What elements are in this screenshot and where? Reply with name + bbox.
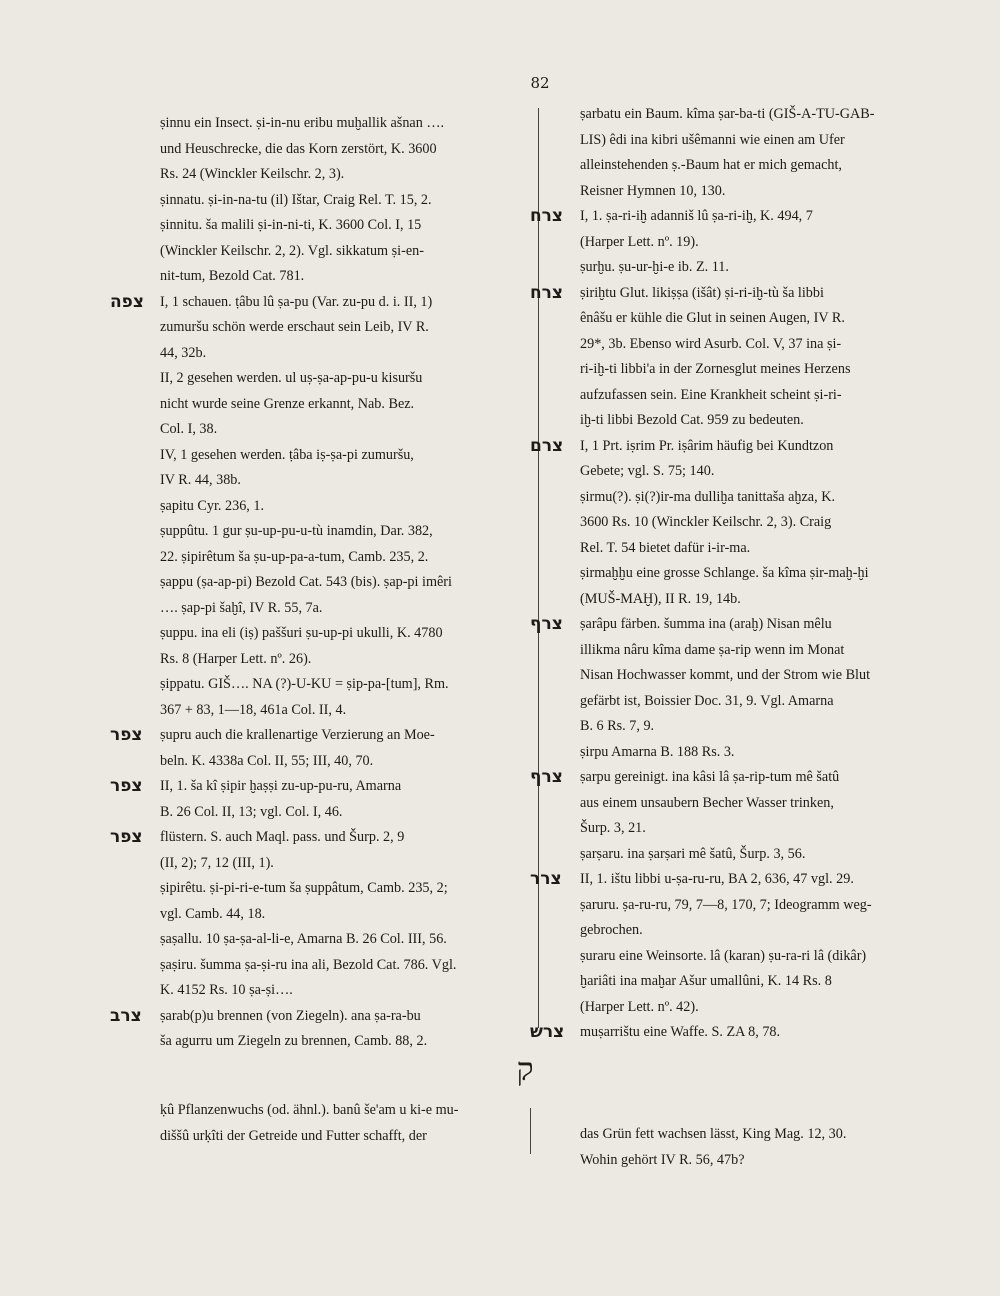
line-text: Gebete; vgl. S. 75; 140. — [580, 463, 715, 479]
text-line — [160, 468, 528, 494]
text-line — [580, 638, 960, 664]
section-letter: ק — [516, 1050, 534, 1088]
text-line — [160, 188, 528, 214]
line-text: ṣapitu Cyr. 236, 1. — [160, 497, 265, 514]
text-line — [530, 765, 960, 791]
line-text: Šurp. 3, 21. — [580, 820, 646, 836]
hebrew-root: צרב — [110, 1005, 142, 1026]
text-line — [580, 995, 960, 1021]
line-text: ṣarpu gereinigt. ina kâsi lâ ṣa-rip-tum mê šatû — [580, 769, 840, 785]
text-line — [580, 128, 960, 154]
line-text: LIS) êdi ina kibri ušêmanni wie einen am Ufer — [580, 131, 845, 148]
line-text: Rs. 24 (Winckler Keilschr. 2, 3). — [160, 166, 345, 182]
line-text: aufzufassen sein. Eine Krankheit scheint ṣi-ri- — [580, 386, 842, 403]
hebrew-root: צרף — [530, 767, 563, 787]
line-text: flüstern. S. auch Maql. pass. und Šurp. 2, 9 — [160, 829, 405, 845]
left-column — [110, 111, 528, 1055]
text-line — [580, 485, 960, 511]
text-line — [580, 714, 960, 740]
text-line — [160, 137, 528, 163]
line-text: Nisan Hochwasser kommt, und der Strom wie Blut — [580, 667, 871, 683]
line-text: B. 26 Col. II, 13; vgl. Col. I, 46. — [160, 803, 343, 820]
hebrew-root: צרח — [530, 206, 564, 226]
line-text: (Harper Lett. nº. 42). — [580, 998, 699, 1015]
line-text: ṣiriḫtu Glut. likiṣṣa (išât) ṣi-ri-iḫ-tù ša libbi — [580, 284, 824, 301]
line-text: ṣipirêtu. ṣi-pi-ri-e-tum ša ṣuppâtum, Camb. 235, 2; — [160, 880, 448, 896]
text-line — [160, 239, 528, 265]
text-line: das Grün fett wachsen lässt, King Mag. 12, 30. — [580, 1126, 847, 1142]
text-line — [580, 740, 960, 766]
text-line — [160, 927, 528, 953]
text-line — [580, 102, 960, 128]
text-line — [160, 902, 528, 928]
text-line — [160, 1029, 528, 1055]
text-line — [580, 816, 960, 842]
text-line — [160, 264, 528, 290]
text-line — [530, 434, 960, 460]
text-line — [160, 213, 528, 239]
hebrew-root: צפה — [110, 291, 144, 312]
line-text: II, 1. ša kî ṣipir ḫaṣṣi zu-up-pu-ru, Amarna — [160, 778, 402, 794]
line-text: 367 + 83, 1—18, 461a Col. II, 4. — [160, 701, 347, 718]
line-text: alleinstehenden ṣ.-Baum hat er mich gemacht, — [580, 157, 842, 173]
text-line — [160, 162, 528, 188]
text-line — [160, 953, 528, 979]
text-line — [580, 842, 960, 868]
line-text: ri-iḫ-ti libbi'a in der Zornesglut meines Herzens — [580, 361, 851, 377]
line-text: Rel. T. 54 bietet dafür i-ir-ma. — [580, 539, 751, 556]
right-column — [530, 102, 960, 1046]
text-line — [160, 315, 528, 341]
text-line — [160, 570, 528, 596]
text-line — [160, 749, 528, 775]
text-line — [110, 825, 528, 851]
line-text: ṣarṣaru. ina ṣarṣari mê šatû, Šurp. 3, 56. — [580, 845, 806, 862]
text-line — [160, 341, 528, 367]
text-line — [580, 918, 960, 944]
hebrew-root: צרר — [530, 869, 562, 889]
line-text: 3600 Rs. 10 (Winckler Keilschr. 2, 3). Craig — [580, 514, 832, 530]
line-text: Reisner Hymnen 10, 130. — [580, 182, 726, 199]
line-text: (Harper Lett. nº. 19). — [580, 233, 699, 250]
text-line — [160, 545, 528, 571]
text-line — [160, 111, 528, 137]
line-text: zumuršu schön werde erschaut sein Leib, IV R. — [160, 319, 429, 335]
line-text: ṣuppu. ina eli (iṣ) paššuri ṣu-up-pi ukulli, K. 4780 — [160, 625, 443, 641]
text-line — [580, 561, 960, 587]
line-text: II, 1. ištu libbi u-ṣa-ru-ru, BA 2, 636, 47 vgl. 29. — [580, 871, 854, 887]
text-line — [530, 204, 960, 230]
hebrew-root: צפר — [110, 827, 143, 847]
line-text: (II, 2); 7, 12 (III, 1). — [160, 854, 274, 871]
text-line — [580, 357, 960, 383]
line-text: gebrochen. — [580, 922, 643, 938]
text-line — [580, 306, 960, 332]
line-text: IV, 1 gesehen werden. ṭâba iṣ-ṣa-pi zumuršu, — [160, 446, 414, 463]
line-text: I, 1 schauen. ṭâbu lû ṣa-pu (Var. zu-pu d. i. II, 1) — [160, 293, 433, 310]
line-text: ṣirpu Amarna B. 188 Rs. 3. — [580, 743, 735, 760]
text-line — [160, 417, 528, 443]
text-line — [530, 867, 960, 893]
line-text: ṣarbatu ein Baum. kîma ṣar-ba-ti (GIŠ-A-TU-GAB- — [580, 106, 875, 122]
text-line — [160, 494, 528, 520]
line-text: iḫ-ti libbi Bezold Cat. 959 zu bedeuten. — [580, 412, 804, 428]
line-text: ṣuraru eine Weinsorte. lâ (karan) ṣu-ra-ri lâ (dikâr) — [580, 947, 867, 964]
text-line — [160, 672, 528, 698]
text-line — [580, 230, 960, 256]
line-text: II, 2 gesehen werden. ul uṣ-ṣa-ap-pu-u kisuršu — [160, 370, 423, 386]
text-line — [580, 332, 960, 358]
line-text: ṣarab(p)u brennen (von Ziegeln). ana ṣa-ra-bu — [160, 1007, 421, 1024]
line-text: ṣuppûtu. 1 gur ṣu-up-pu-u-tù inamdin, Dar. 382, — [160, 523, 433, 539]
line-text: Col. I, 38. — [160, 421, 218, 437]
text-line — [580, 969, 960, 995]
text-line — [580, 536, 960, 562]
hebrew-root: צרם — [530, 435, 564, 456]
text-line — [160, 800, 528, 826]
hebrew-root: צפר — [110, 725, 143, 745]
line-text: 44, 32b. — [160, 344, 207, 361]
hebrew-root: צרש — [530, 1022, 565, 1042]
line-text: ṣupru auch die krallenartige Verzierung an Moe- — [160, 727, 435, 743]
line-text: I, 1. ṣa-ri-iḫ adanniš lû ṣa-ri-iḫ, K. 494, 7 — [580, 208, 813, 224]
text-line — [110, 723, 528, 749]
bottom-left-column — [160, 1098, 526, 1149]
text-line — [160, 698, 528, 724]
text-line — [580, 689, 960, 715]
text-line — [580, 255, 960, 281]
line-text: Rs. 8 (Harper Lett. nº. 26). — [160, 650, 312, 667]
line-text: aus einem unsaubern Becher Wasser trinken, — [580, 794, 834, 811]
text-line — [110, 1004, 528, 1030]
line-text: illikma nâru kîma dame ṣa-rip wenn im Monat — [580, 641, 845, 658]
text-line — [160, 519, 528, 545]
line-text: ṣirmu(?). ṣi(?)ir-ma dulliḫa tanittaša aḫza, K. — [580, 488, 835, 505]
line-text: nit-tum, Bezold Cat. 781. — [160, 268, 305, 284]
line-text: (MUŠ-MAḪ), II R. 19, 14b. — [580, 590, 741, 607]
line-text: ṣinnu ein Insect. ṣi-in-nu eribu muḫallik ašnan …. — [160, 115, 445, 131]
text-line — [580, 893, 960, 919]
hebrew-root: צרף — [530, 614, 563, 634]
text-line — [160, 876, 528, 902]
line-text: vgl. Camb. 44, 18. — [160, 905, 266, 922]
text-line — [160, 392, 528, 418]
line-text: ṣinnitu. ša malili ṣi-in-ni-ti, K. 3600 Col. I, 15 — [160, 217, 422, 233]
text-line — [580, 510, 960, 536]
line-text: …. ṣap-pi šaḫî, IV R. 55, 7a. — [160, 599, 323, 616]
text-line — [580, 944, 960, 970]
line-text: IV R. 44, 38b. — [160, 472, 241, 488]
line-text: ênâšu er kühle die Glut in seinen Augen, IV R. — [580, 310, 845, 326]
line-text: ṣinnatu. ṣi-in-na-tu (il) Ištar, Craig Rel. T. 15, 2. — [160, 191, 432, 208]
text-line — [530, 281, 960, 307]
text-line — [160, 621, 528, 647]
text-line — [530, 1020, 960, 1046]
line-text: gefärbt ist, Boissier Doc. 31, 9. Vgl. Amarna — [580, 692, 834, 709]
hebrew-root: צרח — [530, 282, 564, 303]
bottom-column-divider — [530, 1108, 531, 1154]
text-line: Wohin gehört IV R. 56, 47b? — [580, 1151, 745, 1168]
text-line — [110, 774, 528, 800]
line-text: ša agurru um Ziegeln zu brennen, Camb. 88, 2. — [160, 1033, 428, 1049]
text-line — [580, 383, 960, 409]
line-text: ḫariâti ina maḫar Ašur umallûni, K. 14 Rs. 8 — [580, 973, 832, 989]
line-text: (Winckler Keilschr. 2, 2). Vgl. sikkatum ṣi-en- — [160, 242, 424, 259]
line-text: K. 4152 Rs. 10 ṣa-ṣi…. — [160, 982, 293, 998]
text-line — [160, 851, 528, 877]
text-line — [580, 459, 960, 485]
text-line — [160, 596, 528, 622]
line-text: ṣarâpu färben. šumma ina (araḫ) Nisan mêlu — [580, 616, 832, 632]
line-text: 22. ṣipirêtum ša ṣu-up-pa-a-tum, Camb. 235, 2. — [160, 548, 429, 565]
text-line — [580, 153, 960, 179]
text-line — [160, 647, 528, 673]
line-text: B. 6 Rs. 7, 9. — [580, 718, 655, 734]
text-line — [530, 612, 960, 638]
line-text: ṣaṣiru. šumma ṣa-ṣi-ru ina ali, Bezold Cat. 786. Vgl. — [160, 956, 457, 973]
line-text: nicht wurde seine Grenze erkannt, Nab. Bez. — [160, 395, 415, 412]
line-text: muṣarrištu eine Waffe. S. ZA 8, 78. — [580, 1024, 781, 1040]
text-line: diššû urḳîti der Getreide und Futter schafft, der — [160, 1127, 427, 1144]
text-line — [580, 408, 960, 434]
line-text: beln. K. 4338a Col. II, 55; III, 40, 70. — [160, 752, 374, 769]
bottom-right-column — [580, 1122, 960, 1173]
line-text: ṣurḫu. ṣu-ur-ḫi-e ib. Z. 11. — [580, 259, 729, 275]
line-text: 29*, 3b. Ebenso wird Asurb. Col. V, 37 ina ṣi- — [580, 335, 842, 352]
text-line — [160, 443, 528, 469]
text-line — [160, 366, 528, 392]
line-text: ṣippatu. GIŠ…. NA (?)-U-KU = ṣip-pa-[tum], Rm. — [160, 676, 449, 692]
text-line — [110, 290, 528, 316]
page-number: 82 — [530, 74, 550, 92]
line-text: ṣaṣallu. 10 ṣa-ṣa-al-li-e, Amarna B. 26 Col. III, 56. — [160, 931, 447, 947]
text-line — [580, 663, 960, 689]
line-text: ṣaruru. ṣa-ru-ru, 79, 7—8, 170, 7; Ideogramm weg- — [580, 896, 872, 913]
line-text: ṣirmaḫḫu eine grosse Schlange. ša kîma ṣir-maḫ-ḫi — [580, 565, 869, 581]
line-text: und Heuschrecke, die das Korn zerstört, K. 3600 — [160, 140, 437, 157]
text-line — [580, 587, 960, 613]
line-text: I, 1 Prt. iṣrim Pr. iṣârim häufig bei Kundtzon — [580, 437, 834, 454]
text-line — [580, 179, 960, 205]
line-text: ṣappu (ṣa-ap-pi) Bezold Cat. 543 (bis). ṣap-pi imêri — [160, 574, 452, 590]
text-line: ḳû Pflanzenwuchs (od. ähnl.). banû še'am u ki-e mu- — [160, 1102, 459, 1118]
hebrew-root: צפר — [110, 776, 143, 796]
text-line — [580, 791, 960, 817]
text-line — [160, 978, 528, 1004]
